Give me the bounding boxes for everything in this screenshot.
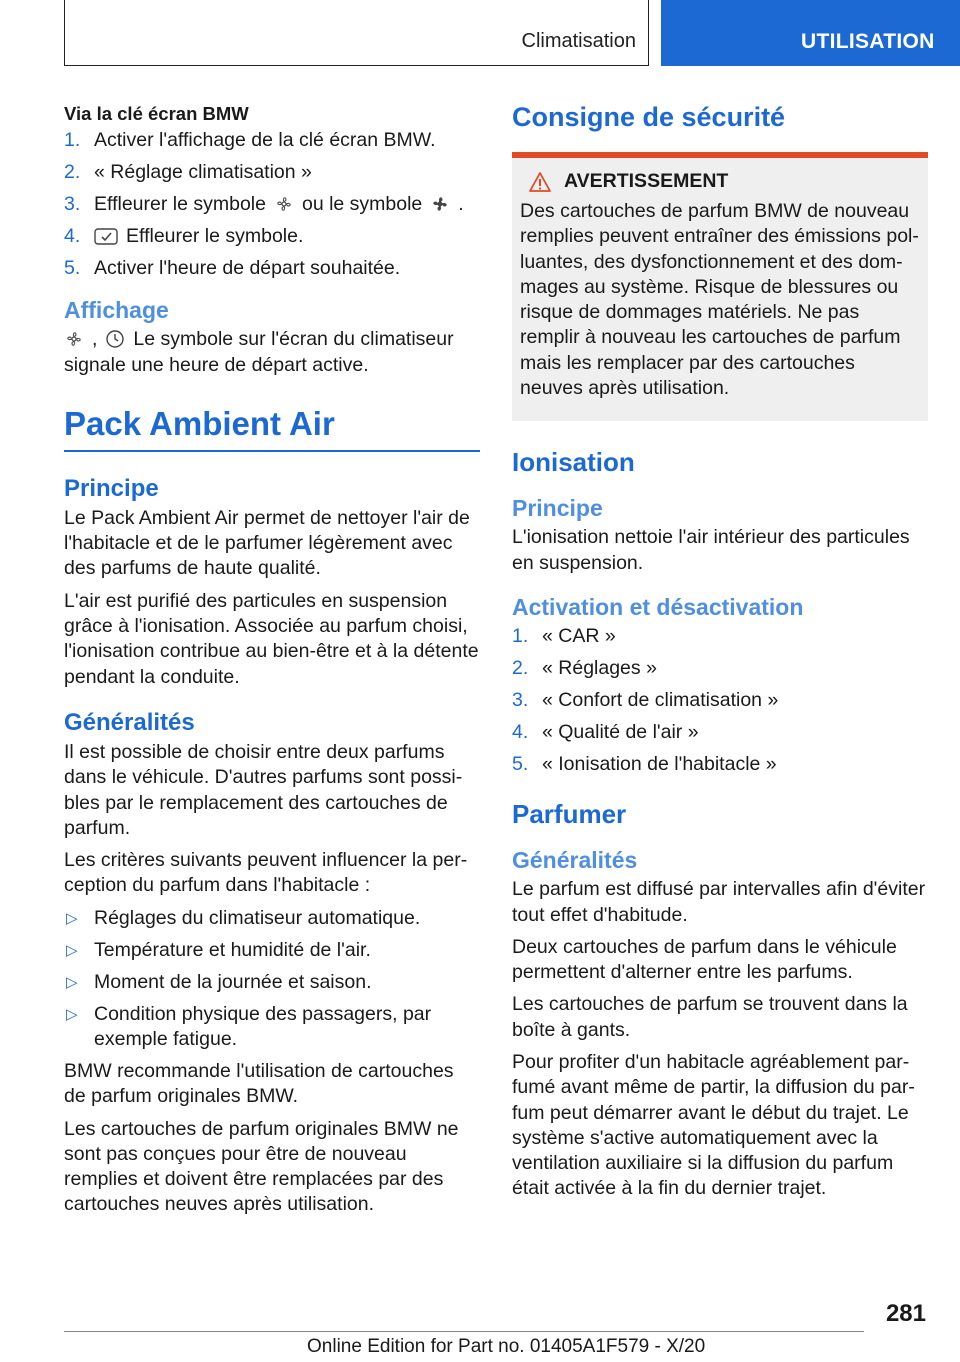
list-item: 3. « Confort de climatisation » [512, 688, 779, 711]
header-section-title: Climatisation [521, 30, 636, 52]
timer-check-icon [94, 226, 118, 246]
list-item: 2. « Réglage climatisation » [64, 160, 312, 183]
list-item: ▷ Réglages du climatiseur automatique. [66, 906, 421, 929]
list-item: 3. Effleurer le symbole ou le symbole . [64, 192, 464, 215]
perfume-text-1: Le parfum est diffusé par intervalles afin d'éviter tout effet d'habitude. [512, 878, 926, 926]
list-item: ▷ Condition physique des passagers, par exemple fatigue. [66, 1002, 432, 1050]
ionisation-principle-text: L'ionisation nettoie l'air intérieur des particules en suspension. [512, 526, 910, 574]
criteria-list [64, 906, 480, 1053]
general-text-1: Il est possible de choisir entre deux parfums dans le véhicule. D'autres parfums sont possibles par le remplacement des cartouches de parfum. [64, 740, 463, 839]
key-screen-steps [64, 128, 480, 281]
perfume-heading: Parfumer [512, 799, 627, 830]
list-item: 2. « Réglages » [512, 656, 657, 679]
list-item: 1. « CAR » [512, 624, 616, 647]
warning-header [520, 170, 920, 193]
page-title: Pack Ambient Air [64, 402, 480, 452]
right-column [512, 100, 928, 1209]
ionisation-principle-heading: Principe [512, 495, 603, 522]
perfume-text-3: Les cartouches de parfum se trouvent dans la boîte à gants. [512, 993, 908, 1041]
warning-icon [528, 171, 552, 193]
header-section-box [64, 0, 649, 66]
header-chapter-title: UTILISATION [801, 30, 935, 53]
fan-timer-icon [64, 329, 84, 349]
footer-edition: Online Edition for Part no. 01405A1F579 - X/20 [307, 1336, 706, 1357]
fan-timer-icon [274, 194, 294, 214]
safety-heading: Consigne de sécurité [512, 102, 786, 132]
left-column [64, 100, 480, 1225]
warning-label: AVERTISSEMENT [564, 170, 729, 192]
activation-steps [512, 624, 928, 777]
header-chapter-tab [661, 0, 960, 66]
key-screen-intro: Via la clé écran BMW [64, 103, 249, 124]
footer-divider [64, 1331, 864, 1332]
ionisation-heading: Ionisation [512, 447, 635, 478]
display-heading: Affichage [64, 297, 169, 324]
list-item: 5. Activer l'heure de départ souhaitée. [64, 256, 401, 279]
clock-icon [105, 329, 125, 349]
display-text: , Le symbole sur l'écran du climatiseur signale une heure de départ active. [64, 328, 454, 376]
principle-text-1: Le Pack Ambient Air permet de nettoyer l'air de l'habitacle et de le parfumer légèrement avec des parfums de haute qualité. [64, 506, 470, 580]
general-text-2: Les critères suivants peuvent influencer la perception du parfum dans l'habitacle : [64, 849, 468, 897]
list-item: ▷ Moment de la journée et saison. [66, 970, 372, 993]
page-number: 281 [885, 1300, 926, 1327]
perfume-text-4: Pour profiter d'un habitacle agréablement parfumé avant même de partir, la diffusion du parfum peut démarrer avant le début du trajet. Le système s'active automatiquement avec la ventilation auxiliaire si la diffusion du parfum était activée à la fin du dernier trajet. [512, 1050, 915, 1200]
list-item: 4. « Qualité de l'air » [512, 720, 699, 743]
principle-heading: Principe [64, 474, 159, 502]
fan-icon [430, 194, 450, 214]
principle-text-2: L'air est purifié des particules en suspension grâce à l'ionisation. Associée au parfum choisi, l'ionisation contribue au bien-être et à la détente pendant la conduite. [64, 589, 479, 688]
warning-text: Des cartouches de parfum BMW de nouveau remplies peuvent entraîner des émissions polluantes, des dysfonctionnement et des dommages au système. Risque de blessures ou risque de dommages matériels. Ne pas remplir à nouveau les cartouches de parfum mais les remplacer par des cartouches neuves après utilisation. [520, 200, 919, 400]
warning-box [512, 158, 928, 421]
list-item: ▷ Température et humidité de l'air. [66, 938, 371, 961]
general-text-4: Les cartouches de parfum originales BMW ne sont pas conçues pour être de nouveau remplies et doivent être remplacées par des cartouches neuves après utilisation. [64, 1117, 459, 1216]
general-heading: Généralités [64, 708, 195, 736]
perfume-text-2: Deux cartouches de parfum dans le véhicule permettent d'alterner entre les parfums. [512, 935, 897, 984]
activation-heading: Activation et désactivation [512, 593, 804, 620]
list-item: 4. Effleurer le symbole. [64, 224, 304, 247]
list-item: 5. « Ionisation de l'habitacle » [512, 752, 777, 775]
perfume-general-heading: Généralités [512, 847, 638, 874]
general-text-3: BMW recommande l'utilisation de cartouches de parfum originales BMW. [64, 1059, 454, 1108]
list-item: 1. Activer l'affichage de la clé écran BMW. [64, 129, 436, 151]
